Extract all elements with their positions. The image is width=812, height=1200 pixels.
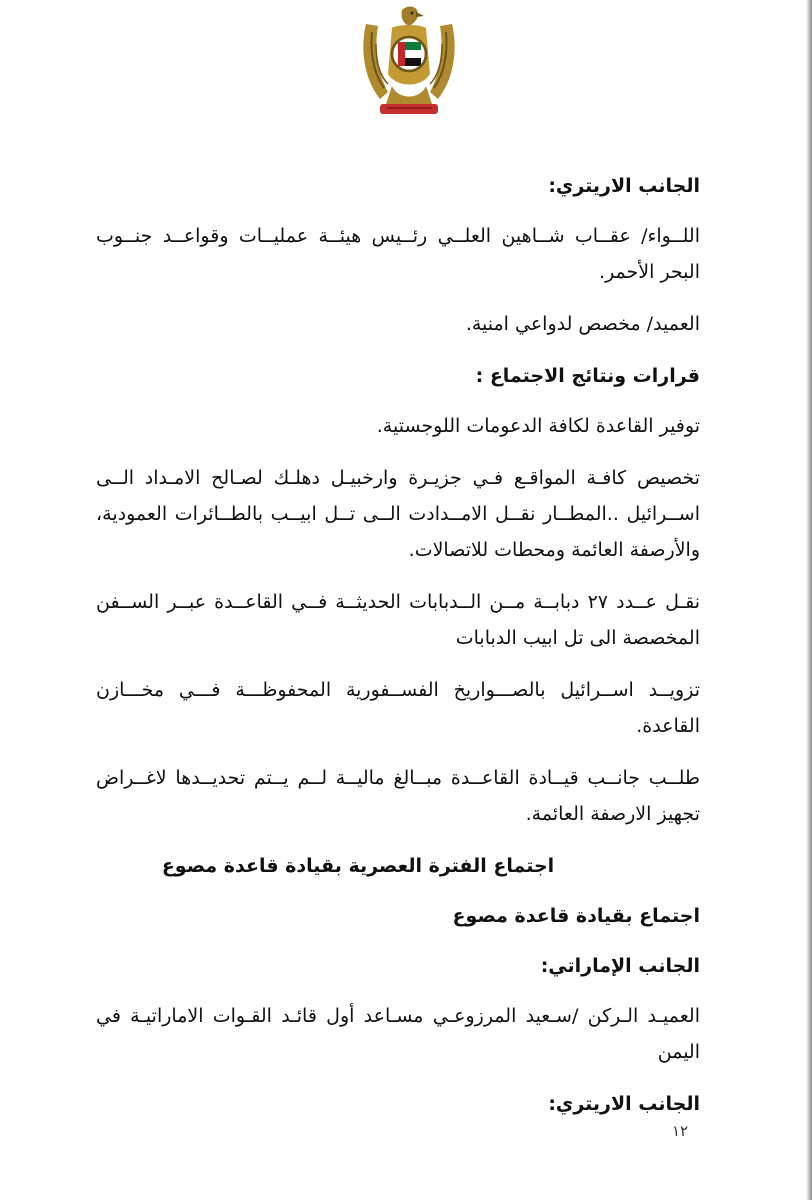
- decisions-heading: قرارات ونتائج الاجتماع :: [475, 365, 700, 387]
- decision-item: نقـل عــدد ٢٧ دبابــة مــن الــدبابات الحديثــة فــي القاعــدة عبــر الســفن المخصصة الى تل ابيب الدبابات: [96, 591, 700, 649]
- emirati-member-1: العميـد الـركن /سـعيد المرزوعـي مسـاعد أول قائـد القـوات الاماراتيـة في اليمن: [96, 1005, 700, 1063]
- page-number: ١٢: [672, 1122, 689, 1140]
- eritrean-side-heading: الجانب الاريتري:: [548, 175, 700, 197]
- page-edge: [806, 0, 812, 1200]
- eritrean-member-1: اللــواء/ عقــاب شــاهين العلــي رئــيس هيئــة عمليــات وقواعــد جنــوب البحر الأحمر.: [96, 225, 700, 283]
- decision-item: توفير القاعدة لكافة الدعومات اللوجستية.: [376, 415, 700, 437]
- massawa-meeting-heading: اجتماع بقيادة قاعدة مصوع: [452, 905, 700, 927]
- afternoon-meeting-heading: اجتماع الفترة العصرية بقيادة قاعدة مصوع: [161, 855, 555, 877]
- decision-item: تزويــد اســرائيل بالصـــواريخ الفســفورية المحفوظـــة فـــي مخـــازن القاعدة.: [96, 679, 700, 737]
- eritrean-member-2: العميد/ مخصص لدواعي امنية.: [465, 313, 700, 335]
- document-body: [96, 168, 700, 1136]
- decision-item: طلــب جانــب قيــادة القاعــدة مبــالغ ماليــة لــم يــتم تحديــدها لاغــراض تجهيز الارصفة العائمة.: [96, 767, 700, 825]
- uae-emblem-icon: [358, 4, 460, 122]
- decision-item: تخصيص كافـة المواقـع فـي جزيـرة وارخبيـل دهلـك لصـالح الامـداد الــى اســرائيل ..المطــار نقــل الامــدادت الــى تــل ابيــب بالطــائرات العمودية، والأرصفة العائمة ومحطات للاتصالات.: [96, 467, 700, 561]
- emirati-side-heading: الجانب الإماراتي:: [540, 955, 700, 977]
- eritrean-side-heading-2: الجانب الاريتري:: [548, 1093, 700, 1115]
